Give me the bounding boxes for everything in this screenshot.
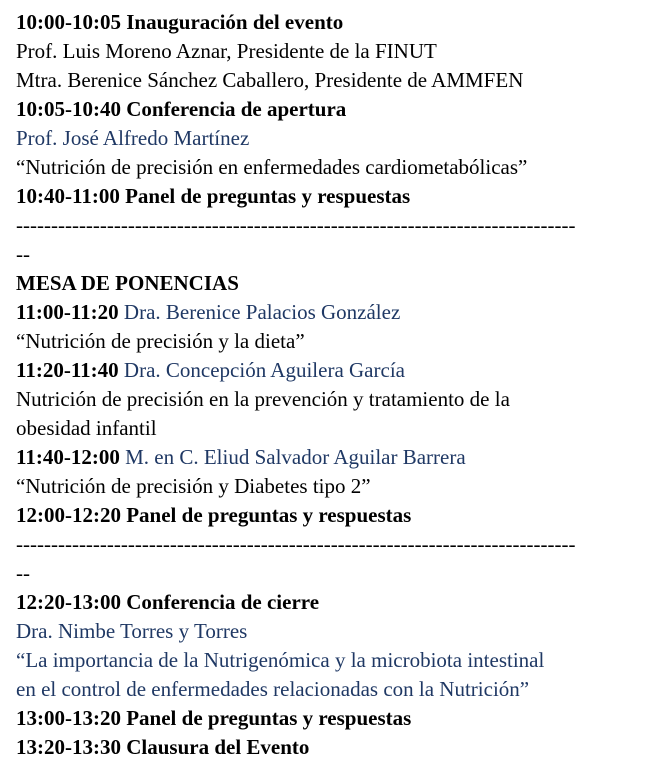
agenda-line: Mtra. Berenice Sánchez Caballero, Presidente de AMMFEN	[16, 68, 524, 92]
speaker-name: Dra. Berenice Palacios González	[123, 300, 401, 324]
section-heading: MESA DE PONENCIAS	[16, 271, 239, 295]
time-slot: 13:20-13:30	[16, 735, 121, 759]
agenda-line	[16, 704, 646, 733]
speaker-name: Dra. Nimbe Torres y Torres	[16, 619, 248, 643]
speaker-name: Dra. Concepción Aguilera García	[123, 358, 405, 382]
agenda-line	[16, 733, 646, 762]
agenda-line	[16, 298, 646, 327]
separator-line: --------------------------------------------------------------------------------	[16, 532, 576, 556]
speaker-name: M. en C. Eliud Salvador Aguilar Barrera	[125, 445, 466, 469]
session-title: Conferencia de apertura	[126, 97, 347, 121]
time-slot: 12:20-13:00	[16, 590, 121, 614]
session-title: Inauguración del evento	[126, 10, 344, 34]
talk-title-cont: obesidad infantil	[16, 416, 157, 440]
time-slot: 11:20-11:40	[16, 358, 119, 382]
speaker-name: Prof. José Alfredo Martínez	[16, 126, 250, 150]
agenda-line	[16, 588, 646, 617]
talk-title: “La importancia de la Nutrigenómica y la microbiota intestinal	[16, 648, 545, 672]
session-title: Clausura del Evento	[126, 735, 310, 759]
time-slot: 10:40-11:00	[16, 184, 120, 208]
agenda-line	[16, 95, 646, 124]
time-slot: 13:00-13:20	[16, 706, 121, 730]
agenda-line	[16, 8, 646, 37]
session-title: Panel de preguntas y respuestas	[126, 503, 412, 527]
time-slot: 10:05-10:40	[16, 97, 121, 121]
time-slot: 12:00-12:20	[16, 503, 121, 527]
talk-title: “Nutrición de precisión y Diabetes tipo 2”	[16, 474, 371, 498]
separator-tail: --	[16, 242, 30, 266]
session-title: Conferencia de cierre	[126, 590, 320, 614]
agenda-line	[16, 443, 646, 472]
session-title: Panel de preguntas y respuestas	[125, 184, 411, 208]
time-slot: 11:00-11:20	[16, 300, 119, 324]
talk-title-cont: en el control de enfermedades relacionadas con la Nutrición”	[16, 677, 530, 701]
time-slot: 11:40-12:00	[16, 445, 120, 469]
time-slot: 10:00-10:05	[16, 10, 121, 34]
session-title: Panel de preguntas y respuestas	[126, 706, 412, 730]
talk-title: “Nutrición de precisión en enfermedades cardiometabólicas”	[16, 155, 528, 179]
talk-title: “Nutrición de precisión y la dieta”	[16, 329, 305, 353]
separator-tail: --	[16, 561, 30, 585]
talk-title: Nutrición de precisión en la prevención y tratamiento de la	[16, 387, 510, 411]
agenda-line: Prof. Luis Moreno Aznar, Presidente de la FINUT	[16, 39, 437, 63]
separator-line: --------------------------------------------------------------------------------	[16, 213, 576, 237]
agenda-line	[16, 501, 646, 530]
agenda-line	[16, 356, 646, 385]
agenda-line	[16, 182, 646, 211]
